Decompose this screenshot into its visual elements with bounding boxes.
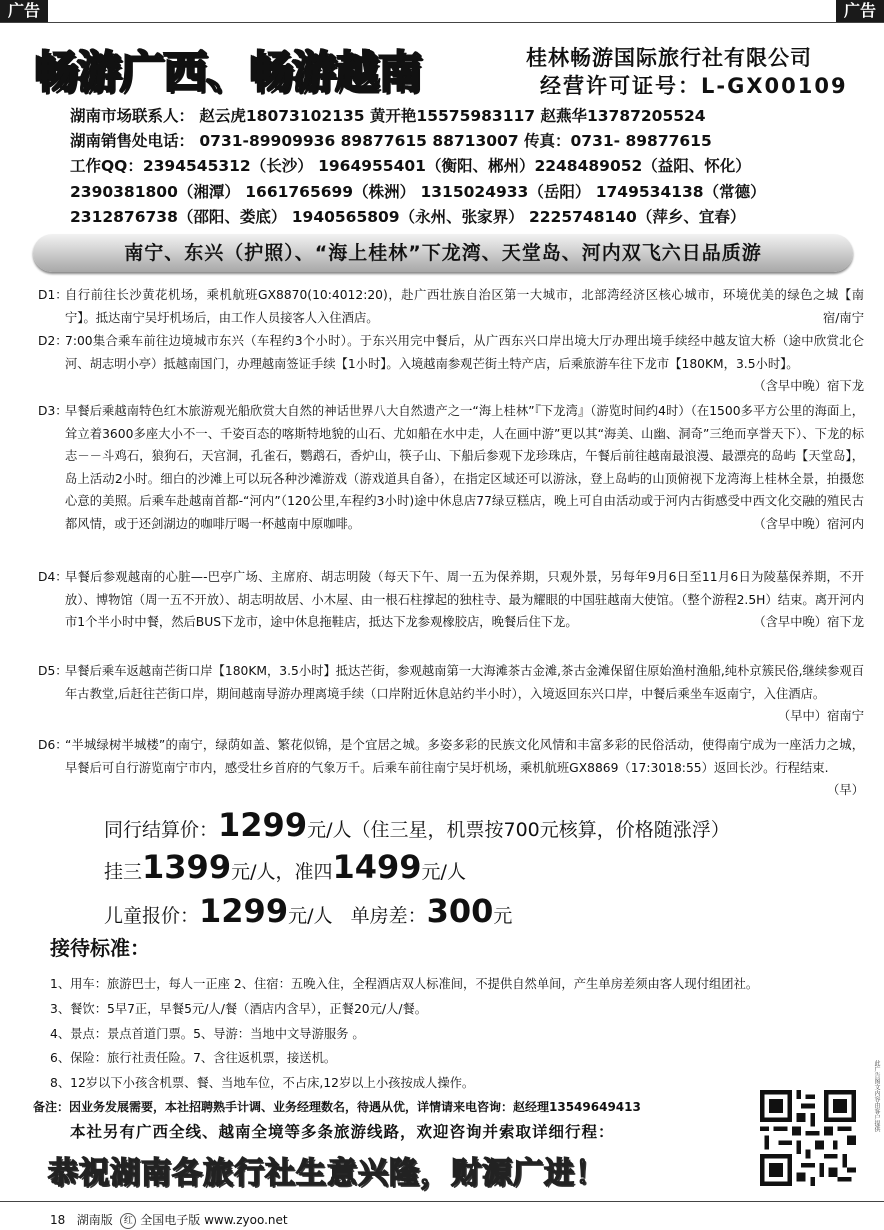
ad-tag-left: 广告 <box>0 0 48 22</box>
company-name: 桂林畅游国际旅行社有限公司 <box>526 46 812 70</box>
ad-tag-right: 广告 <box>836 0 884 22</box>
congrats-slogan: 恭祝湖南各旅行社生意兴隆，财源广进！ <box>48 1156 606 1191</box>
day-label: D4： <box>38 570 68 584</box>
site-label: 全国电子版 <box>140 1213 201 1227</box>
day-text: 7:00集合乘车前往边境城市东兴（车程约3个小时）。于东兴用完中餐后，从广西东兴口岸出境大厅办理出境手续经中越友谊大桥（途中欣赏北仑河、胡志明小亭）抵越南国门，办理越南签证手续【1小时】。入境越南参观芒街土特产店，后乘旅游车往下龙市【180KM，3.5小时】。 <box>65 334 864 371</box>
day-meal: （含早中晚）宿下龙 <box>753 379 864 393</box>
day-text: 自行前往长沙黄花机场，乘机航班GX8870(10:4012:20)，赴广西壮族自治区第一大城市，北部湾经济区核心城市，环境优美的绿色之城【南宁】。抵达南宁吴圩机场后，由工作人员接客人入住酒店。 <box>65 288 864 325</box>
route-title-banner: 南宁、东兴（护照）、“海上桂林”下龙湾、天堂岛、河内双飞六日品质游 <box>33 234 853 272</box>
page-number: 18 <box>50 1213 66 1227</box>
single-room-unit: 元 <box>493 905 513 927</box>
circle-badge-icon: 红 <box>120 1213 136 1229</box>
day-label: D6： <box>38 738 68 752</box>
price-note: （住三星，机票按700元核算，价格随涨浮） <box>351 819 730 841</box>
price-unit: 元/人 <box>307 819 352 841</box>
price-value: 1499 <box>332 848 422 886</box>
day-label: D1： <box>38 288 68 302</box>
standard-item: 8、12岁以下小孩含机票、餐、当地车位，不占床,12岁以上小孩按成人操作。 <box>50 1076 475 1090</box>
price-unit: 元/人，准四 <box>231 861 333 883</box>
itinerary-day <box>38 566 864 634</box>
itinerary-day <box>38 400 864 535</box>
day-text: 早餐后参观越南的心脏—-巴亭广场、主席府、胡志明陵（每天下午、周一五为保养期，只观外景，另每年9月6日至11月6日为陵墓保养期，不开放）、博物馆（周一五不开放）、胡志明故居、小木屋、由一根石柱撑起的独柱寺、最为耀眼的中国驻越南大使馆。（整个游程2.5H）结束。离开河内市1个半小时中餐，然后BUS下龙市，途中休息拖鞋店，抵达下龙参观橡胶店，晚餐后住下龙。 <box>65 570 864 629</box>
itinerary-day <box>38 734 864 802</box>
top-divider <box>0 22 884 23</box>
day-meal: （早） <box>827 783 864 797</box>
price-line-peer <box>104 806 730 844</box>
standards-title: 接待标准： <box>50 936 150 960</box>
single-room-label: 单房差： <box>350 905 427 927</box>
itinerary-day <box>38 284 864 329</box>
day-label: D3： <box>38 404 68 418</box>
standard-item: 4、景点：景点首道门票。5、导游：当地中文导游服务 。 <box>50 1027 365 1041</box>
side-disclaimer: 此广告图文内容由客户提供 <box>873 1060 880 1132</box>
contact-line: 工作QQ：2394545312（长沙） 1964955401（衡阳、郴州）2248489052（益阳、怀化） <box>70 157 751 175</box>
bottom-divider <box>0 1201 884 1202</box>
itinerary-day <box>38 660 864 728</box>
contact-line: 湖南销售处电话： 0731-89909936 89877615 88713007 传真：0731- 89877615 <box>70 132 712 150</box>
recruitment-note: 备注：因业务发展需要，本社招聘熟手计调、业务经理数名，待遇从优，详情请来电咨询：赵经理13549649413 <box>33 1100 641 1114</box>
license-number: 经营许可证号：L-GX00109 <box>540 74 848 98</box>
itinerary-day <box>38 330 864 398</box>
day-label: D5： <box>38 664 68 678</box>
day-meal: （含早中晚）宿河内 <box>753 516 864 531</box>
contact-line: 2390381800（湘潭） 1661765699（株洲） 1315024933（岳阳） 1749534138（常德） <box>70 183 766 201</box>
contact-line: 2312876738（邵阳、娄底） 1940565809（永州、张家界） 2225748140（萍乡、宜春） <box>70 208 746 226</box>
day-label: D2： <box>38 334 68 348</box>
day-meal: （含早中晚）宿下龙 <box>753 615 864 629</box>
single-room-price: 300 <box>426 892 494 930</box>
more-routes-note: 本社另有广西全线、越南全境等多条旅游线路，欢迎咨询并索取详细行程： <box>70 1123 615 1141</box>
day-text: 早餐后乘越南特色红木旅游观光船欣赏大自然的神话世界八大自然遗产之一“海上桂林”『下龙湾』（游览时间约4时）（在1500多平方公里的海面上，耸立着3600多座大小不一、千姿百态的喀斯特地貌的山石、尤如船在水中走，人在画中游”更以其“海美、山幽、洞奇”三绝而享誉天下）、下龙的标志－－斗鸡石，狼狗石，天宫洞，孔雀石，鹦鹉石，香炉山，筷子山、下船后参观下龙珍珠店，午餐后前往越南最浪漫、最漂亮的岛屿【天堂岛】，岛上活动2小时。细白的沙滩上可以玩各种沙滩游戏（游戏道具自备），在指定区域还可以游泳，登上岛屿的山顶俯视下龙湾海上桂林全景，拍摄您心意的美照。后乘车赴越南首都-“河内”（120公里,车程约3小时)途中休息店77绿豆糕店，晚上可自由活动或于河内古街感受中西文化交融的殖民古都风情，或于还剑湖边的咖啡厅喝一杯越南中原咖啡。 <box>65 404 864 531</box>
price-label: 儿童报价： <box>104 905 200 927</box>
page-footer <box>50 1211 288 1229</box>
price-value: 1299 <box>218 806 308 844</box>
standard-item: 6、保险：旅行社责任险。7、含往返机票，接送机。 <box>50 1051 337 1065</box>
day-meal: （早中）宿南宁 <box>777 709 864 723</box>
standard-item: 3、餐饮：5早7正，早餐5元/人/餐（酒店内含早），正餐20元/人/餐。 <box>50 1002 428 1016</box>
logo-title: 畅游广西、畅游越南 <box>34 47 421 98</box>
price-line-child <box>104 892 512 930</box>
price-unit: 元/人 <box>421 861 466 883</box>
standard-item: 1、用车：旅游巴士，每人一正座 2、住宿：五晚入住，全程酒店双人标准间，不提供自然单间，产生单房差须由客人现付组团社。 <box>50 977 759 991</box>
day-meal: 宿/南宁 <box>822 310 864 325</box>
contact-line: 湖南市场联系人： 赵云虎18073102135 黄开艳15575983117 赵燕华13787205524 <box>70 107 706 125</box>
edition-label: 湖南版 <box>76 1213 113 1227</box>
site-url: www.zyoo.net <box>204 1213 288 1227</box>
price-label: 同行结算价： <box>104 819 219 841</box>
day-text: 早餐后乘车返越南芒街口岸【180KM，3.5小时】抵达芒街，参观越南第一大海滩茶古金滩,茶古金滩保留住原始渔村渔船,纯朴京簇民俗,继续参观百年古教堂,后赶往芒街口岸，期间越南导游办理离境手续（口岸附近休息站约半小时），入境返回东兴口岸，中餐后乘坐车返南宁，入住酒店。 <box>65 664 864 701</box>
qr-code-icon <box>760 1090 856 1186</box>
day-text: “半城绿树半城楼”的南宁，绿荫如盖、繁花似锦，是个宜居之城。多姿多彩的民族文化风情和丰富多彩的民俗活动，使得南宁成为一座活力之城，早餐后可自行游览南宁市内，感受壮乡首府的气象万千。后乘车前往南宁吴圩机场，乘机航班GX8869（17:3018:55）返回长沙。行程结束. <box>65 738 864 775</box>
price-value: 1299 <box>199 892 289 930</box>
price-unit: 元/人 <box>288 905 333 927</box>
price-label: 挂三 <box>104 861 143 883</box>
price-value: 1399 <box>142 848 232 886</box>
price-line-hotel <box>104 848 466 886</box>
